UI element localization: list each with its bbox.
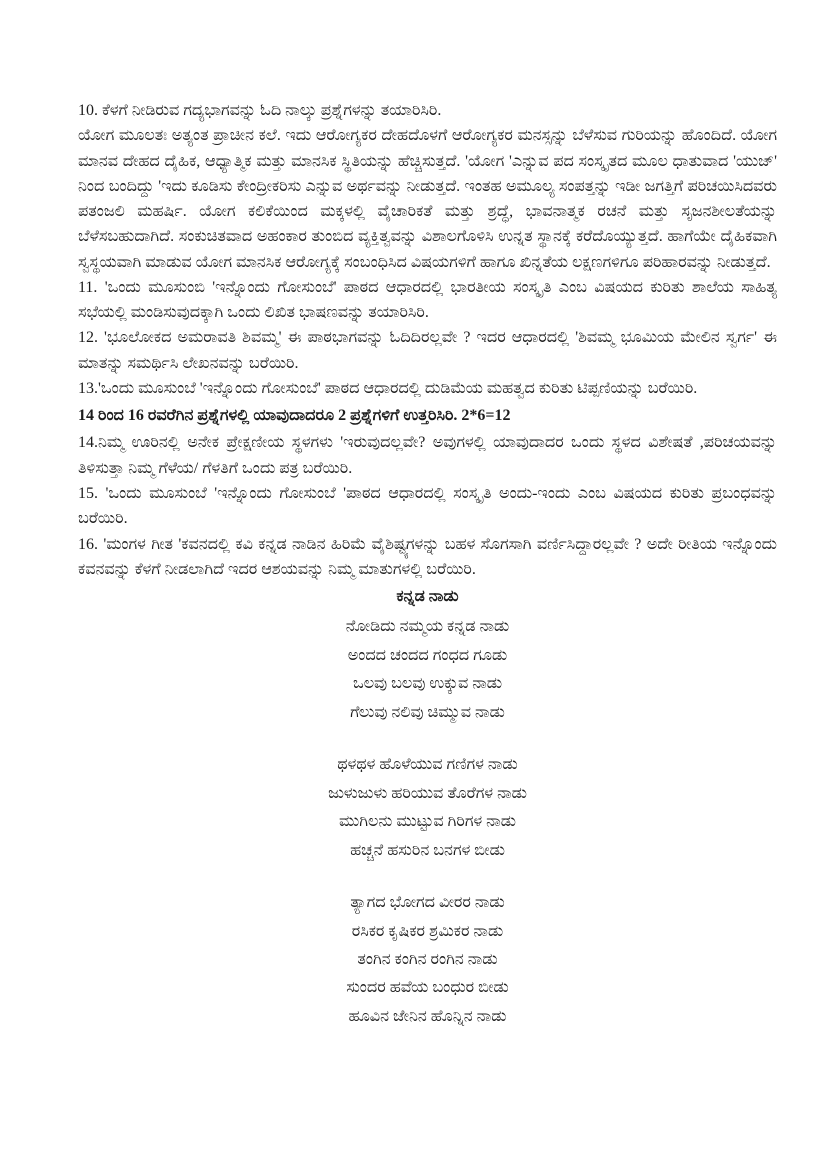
poem-line: ಹಚ್ಚನೆ ಹಸುರಿನ ಬನಗಳ ಬೀಡು bbox=[350, 841, 505, 859]
question-11: 11. 'ಒಂದು ಮೂಸುಂಬಿ 'ಇನ್ನೊಂದು ಗೋಸುಂಬೆ' ಪಾಠದ ಆಧಾರದಲ್ಲಿ ಭಾರತೀಯ ಸಂಸ್ಕೃತಿ ಎಂಬ ವಿಷಯದ ಕುರಿತು ಶಾಲೆಯ ಸಾಹಿತ್ಯ ಸಭೆಯಲ್ಲಿ ಮಂಡಿಸುವುದಕ್ಕಾಗಿ ಒಂದು ಲಿಖಿತ ಭಾಷಣವನ್ನು ತಯಾರಿಸಿರಿ. bbox=[78, 278, 777, 322]
poem-line: ಗೆಲುವು ನಲಿವು ಚಿಮ್ಮುವ ನಾಡು bbox=[350, 703, 505, 721]
question-14: 14.ನಿಮ್ಮ ಊರಿನಲ್ಲಿ ಅನೇಕ ಪ್ರೇಕ್ಷಣೀಯ ಸ್ಥಳಗಳು 'ಇರುವುದಲ್ಲವೇ? ಅವುಗಳಲ್ಲಿ ಯಾವುದಾದರ ಒಂದು ಸ್ಥಳದ ವಿಶೇಷತೆ ,ಪರಿಚಯವನ್ನು ತಿಳಿಸುತ್ತಾ ನಿಮ್ಮ ಗೆಳೆಯ/ ಗೆಳತಿಗೆ ಒಂದು ಪತ್ರ ಬರೆಯಿರಿ. bbox=[78, 434, 777, 477]
poem-stanza-1 bbox=[78, 613, 777, 727]
question-12: 12. 'ಭೂಲೋಕದ ಅಮರಾವತಿ ಶಿವಮ್ಮ' ಈ ಪಾಠಭಾಗವನ್ನು ಓದಿದಿರಲ್ಲವೇ ? ಇದರ ಆಧಾರದಲ್ಲಿ 'ಶಿವಮ್ಮ ಭೂಮಿಯ ಮೇಲಿನ ಸ್ವರ್ಗ' ಈ ಮಾತನ್ನು ಸಮರ್ಥಿಸಿ ಲೇಖನವನ್ನು ಬರೆಯಿರಿ. bbox=[78, 329, 777, 372]
poem-title: ಕನ್ನಡ ನಾಡು bbox=[396, 588, 459, 606]
poem-stanza-3 bbox=[78, 889, 777, 1031]
question-13: 13.'ಒಂದು ಮೂಸುಂಬೆ 'ಇನ್ನೊಂದು ಗೋಸುಂಬೆ' ಪಾಠದ ಆಧಾರದಲ್ಲಿ ದುಡಿಮೆಯ ಮಹತ್ವದ ಕುರಿತು ಟಿಪ್ಪಣಿಯನ್ನು ಬರೆಯಿರಿ. bbox=[78, 379, 698, 397]
question-15: 15. 'ಒಂದು ಮೂಸುಂಬೆ 'ಇನ್ನೊಂದು ಗೋಸುಂಬೆ 'ಪಾಠದ ಆಧಾರದಲ್ಲಿ ಸಂಸ್ಕೃತಿ ಅಂದು-ಇಂದು ಎಂಬ ವಿಷಯದ ಕುರಿತು ಪ್ರಬಂಧವನ್ನು ಬರೆಯಿರಿ. bbox=[78, 484, 777, 528]
poem-line: ನೋಡಿದು ನಮ್ಮಯ ಕನ್ನಡ ನಾಡು bbox=[345, 618, 510, 636]
poem-stanza-2 bbox=[78, 751, 777, 865]
section-instruction-14-to-16: 14 ರಿಂದ 16 ರವರೆಗಿನ ಪ್ರಶ್ನೆಗಳಲ್ಲಿ ಯಾವುದಾದರೂ 2 ಪ್ರಶ್ನೆಗಳಿಗೆ ಉತ್ತರಿಸಿರಿ. 2*6=12 bbox=[78, 407, 511, 425]
poem-line: ಅಂದದ ಚಂದದ ಗಂಧದ ಗೂಡು bbox=[347, 646, 508, 664]
poem-line: ಸುಂದರ ಹವೆಯ ಬಂಧುರ ಬೀಡು bbox=[346, 979, 509, 997]
poem-line: ರಸಿಕರ ಕೃಷಿಕರ ಶ್ರಮಿಕರ ನಾಡು bbox=[351, 922, 504, 940]
poem-line: ತಂಗಿನ ಕಂಗಿನ ರಂಗಿನ ನಾಡು bbox=[357, 951, 498, 968]
poem-line: ಒಲವು ಬಲವು ಉಕ್ಕುವ ನಾಡು bbox=[352, 675, 503, 693]
question-16: 16. 'ಮಂಗಳ ಗೀತ 'ಕವನದಲ್ಲಿ ಕವಿ ಕನ್ನಡ ನಾಡಿನ ಹಿರಿಮೆ ವೈಶಿಷ್ಟ್ಯಗಳನ್ನು ಬಹಳ ಸೊಗಸಾಗಿ ವರ್ಣಿಸಿದ್ದಾರಲ್ಲವೇ ? ಅದೇ ರೀತಿಯ ಇನ್ನೊಂದು ಕವನವನ್ನು ಕೆಳಗೆ ನೀಡಲಾಗಿದೆ ಇದರ ಆಶಯವನ್ನು ನಿಮ್ಮ ಮಾತುಗಳಲ್ಲಿ ಬರೆಯಿರಿ. bbox=[78, 535, 777, 578]
poem-line: ಥಳಥಳ ಹೊಳೆಯುವ ಗಣಿಗಳ ನಾಡು bbox=[337, 756, 518, 774]
poem-line: ಜುಳುಜುಳು ಹರಿಯುವ ತೊರೆಗಳ ನಾಡು bbox=[328, 784, 527, 802]
poem-kannada-naadu bbox=[78, 584, 777, 1031]
prose-passage-yoga: ಯೋಗ ಮೂಲತಃ ಅತ್ಯಂತ ಪ್ರಾಚೀನ ಕಲೆ. ಇದು ಆರೋಗ್ಯಕರ ದೇಹದೊಳಗೆ ಆರೋಗ್ಯಕರ ಮನಸ್ಸನ್ನು ಬೆಳೆಸುವ ಗುರಿಯನ್ನು ಹೊಂದಿದೆ. ಯೋಗ ಮಾನವ ದೇಹದ ದೈಹಿಕ, ಆಧ್ಯಾತ್ಮಿಕ ಮತ್ತು ಮಾನಸಿಕ ಸ್ಥಿತಿಯನ್ನು ಹೆಚ್ಚಿಸುತ್ತದೆ. 'ಯೋಗ 'ಎನ್ನುವ ಪದ ಸಂಸ್ಕೃತದ ಮೂಲ ಧಾತುವಾದ 'ಯುಜ್' ನಿಂದ ಬಂದಿದ್ದು 'ಇದು ಕೂಡಿಸು ಕೇಂದ್ರೀಕರಿಸು ಎನ್ನುವ ಅರ್ಥವನ್ನು ನೀಡುತ್ತದೆ. ಇಂತಹ ಅಮೂಲ್ಯ ಸಂಪತ್ತನ್ನು ಇಡೀ ಜಗತ್ತಿಗೆ ಪರಿಚಯಿಸಿದವರು ಪತಂಜಲಿ ಮಹರ್ಷಿ. ಯೋಗ ಕಲಿಕೆಯಿಂದ ಮಕ್ಕಳಲ್ಲಿ ವೈಚಾರಿಕತೆ ಮತ್ತು ಶ್ರದ್ಧೆ, ಭಾವನಾತ್ಮಕ ರಚನೆ ಮತ್ತು ಸೃಜನಶೀಲತೆಯನ್ನು ಬೆಳೆಸಬಹುದಾಗಿದೆ. ಸಂಕುಚಿತವಾದ ಅಹಂಕಾರ ತುಂಬಿದ ವ್ಯಕ್ತಿತ್ವವನ್ನು ವಿಶಾಲಗೊಳಿಸಿ ಉನ್ನತ ಸ್ಥಾನಕ್ಕೆ ಕರೆದೊಯ್ಯುತ್ತದೆ. ಹಾಗೆಯೇ ದೈಹಿಕವಾಗಿ ಸ್ವಸ್ಥಯವಾಗಿ ಮಾಡುವ ಯೋಗ ಮಾನಸಿಕ ಆರೋಗ್ಯಕ್ಕೆ ಸಂಬಂಧಿಸಿದ ವಿಷಯಗಳಿಗೆ ಹಾಗೂ ಖಿನ್ನತೆಯ ಲಕ್ಷಣಗಳಿಗೂ ಪರಿಹಾರವನ್ನು ನೀಡುತ್ತದೆ. bbox=[78, 127, 777, 271]
poem-line: ಮುಗಿಲನು ಮುಟ್ಟುವ ಗಿರಿಗಳ ನಾಡು bbox=[338, 813, 517, 831]
question-10: 10. ಕೆಳಗೆ ನೀಡಿರುವ ಗದ್ಯಭಾಗವನ್ನು ಓದಿ ನಾಲ್ಕು ಪ್ರಶ್ನೆಗಳನ್ನು ತಯಾರಿಸಿರಿ. bbox=[78, 102, 442, 119]
poem-line: ತ್ಯಾಗದ ಭೋಗದ ವೀರರ ನಾಡು bbox=[350, 894, 505, 912]
poem-line: ಹೂವಿನ ಜೇನಿನ ಹೊನ್ನಿನ ನಾಡು bbox=[348, 1007, 507, 1025]
